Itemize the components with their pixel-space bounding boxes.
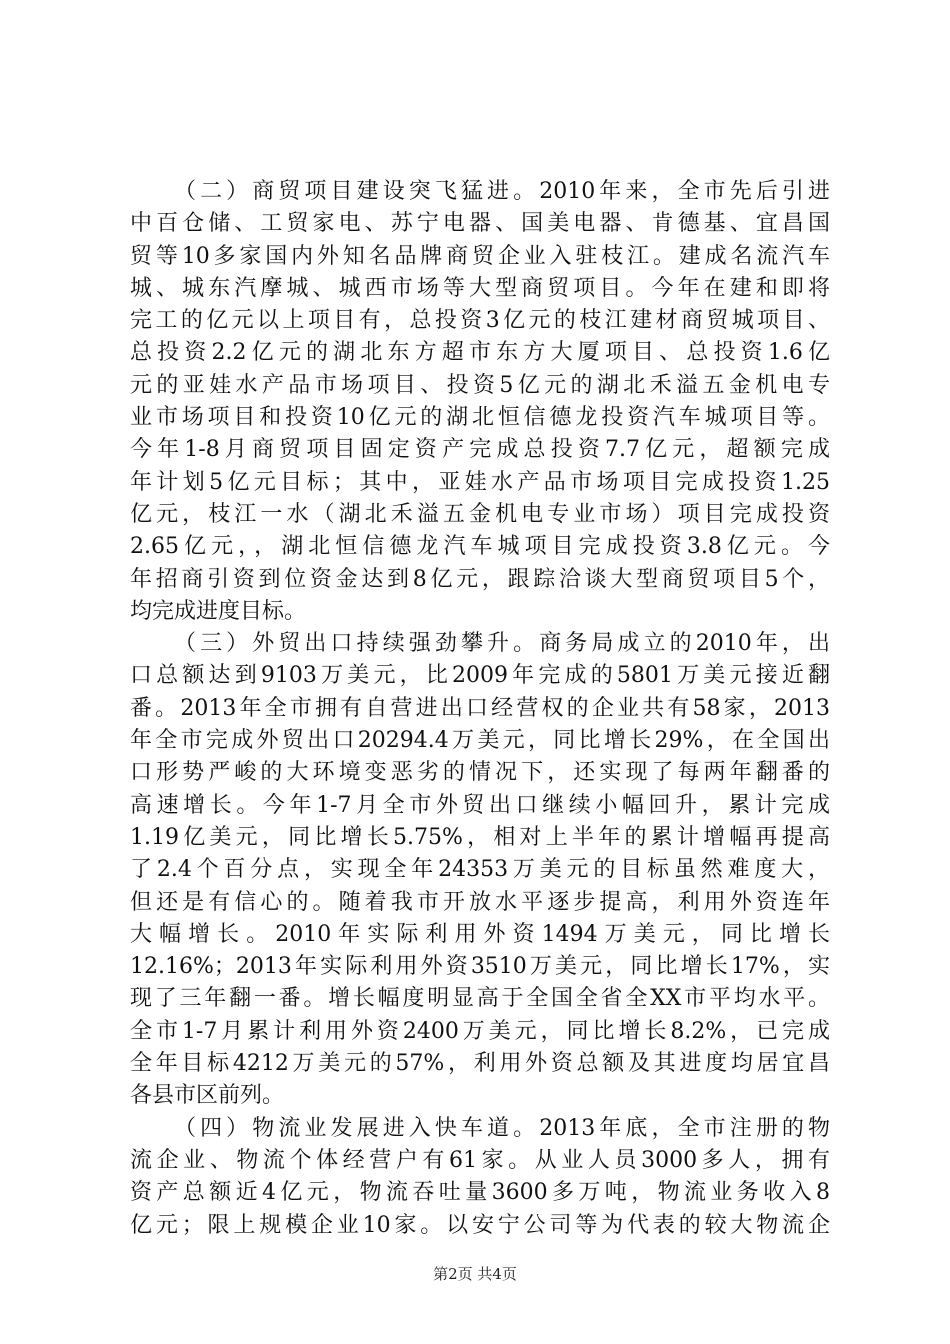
text-line: 口总额达到9103万美元，比2009年完成的5801万美元接近翻 [130, 663, 830, 689]
text-line: 今年1-8月商贸项目固定资产完成总投资7.7亿元，超额完成 [130, 437, 830, 463]
text-line: 12.16%；2013年实际利用外资3510万美元，同比增长17%，实 [130, 954, 830, 980]
text-line: 各县市区前列。 [130, 1083, 285, 1109]
text-line: （四）物流业发展进入快车道。2013年底，全市注册的物 [174, 1115, 830, 1141]
text-line: 亿元；限上规模企业10家。以安宁公司等为代表的较大物流企 [130, 1212, 830, 1238]
text-line: 大幅增长。2010年实际利用外资1494万美元，同比增长 [130, 921, 830, 947]
text-line: 年计划5亿元目标；其中，亚娃水产品市场项目完成投资1.25 [130, 469, 830, 495]
text-line: 1.19亿美元，同比增长5.75%，相对上半年的累计增幅再提高 [130, 824, 830, 850]
text-line: 现了三年翻一番。增长幅度明显高于全国全省全XX市平均水平。 [130, 986, 830, 1012]
text-line: 业市场项目和投资10亿元的湖北恒信德龙投资汽车城项目等。 [130, 405, 830, 431]
text-line: 全市1-7月累计利用外资2400万美元，同比增长8.2%，已完成 [130, 1018, 830, 1044]
text-line: 年招商引资到位资金达到8亿元，跟踪洽谈大型商贸项目5个， [130, 566, 830, 592]
text-line: 了2.4个百分点，实现全年24353万美元的目标虽然难度大， [130, 857, 830, 883]
text-line: 总投资2.2亿元的湖北东方超市东方大厦项目、总投资1.6亿 [130, 340, 830, 366]
text-line: 流企业、物流个体经营户有61家。从业人员3000多人，拥有 [130, 1147, 830, 1173]
text-line: 年全市完成外贸出口20294.4万美元，同比增长29%，在全国出 [130, 728, 830, 754]
text-line: 贸等10多家国内外知名品牌商贸企业入驻枝江。建成名流汽车 [130, 243, 830, 269]
text-line: 中百仓储、工贸家电、苏宁电器、国美电器、肯德基、宜昌国 [130, 211, 830, 237]
text-line: 番。2013年全市拥有自营进出口经营权的企业共有58家，2013 [130, 695, 830, 721]
page-footer: 第2页 共4页 [433, 1265, 517, 1283]
text-line: 亿元，枝江一水（湖北禾溢五金机电专业市场）项目完成投资 [130, 501, 830, 527]
text-line: 高速增长。今年1-7月全市外贸出口继续小幅回升，累计完成 [130, 792, 830, 818]
text-line: 2.65亿元，，湖北恒信德龙汽车城项目完成投资3.8亿元。今 [130, 534, 830, 560]
text-line: 口形势严峻的大环境变恶劣的情况下，还实现了每两年翻番的 [130, 760, 830, 786]
text-line: （三）外贸出口持续强劲攀升。商务局成立的2010年，出 [174, 631, 830, 657]
text-line: 均完成进度目标。 [130, 598, 307, 624]
text-line: （二）商贸项目建设突飞猛进。2010年来，全市先后引进 [174, 179, 830, 204]
text-line: 元的亚娃水产品市场项目、投资5亿元的湖北禾溢五金机电专 [130, 372, 830, 398]
text-line: 城、城东汽摩城、城西市场等大型商贸项目。今年在建和即将 [130, 275, 830, 301]
text-line: 但还是有信心的。随着我市开放水平逐步提高，利用外资连年 [130, 889, 830, 915]
text-line: 完工的亿元以上项目有，总投资3亿元的枝江建材商贸城项目、 [130, 308, 830, 334]
text-line: 全年目标4212万美元的57%，利用外资总额及其进度均居宜昌 [130, 1051, 830, 1077]
document-body [130, 176, 830, 1242]
text-line: 资产总额近4亿元，物流吞吐量3600多万吨，物流业务收入8 [130, 1180, 830, 1206]
